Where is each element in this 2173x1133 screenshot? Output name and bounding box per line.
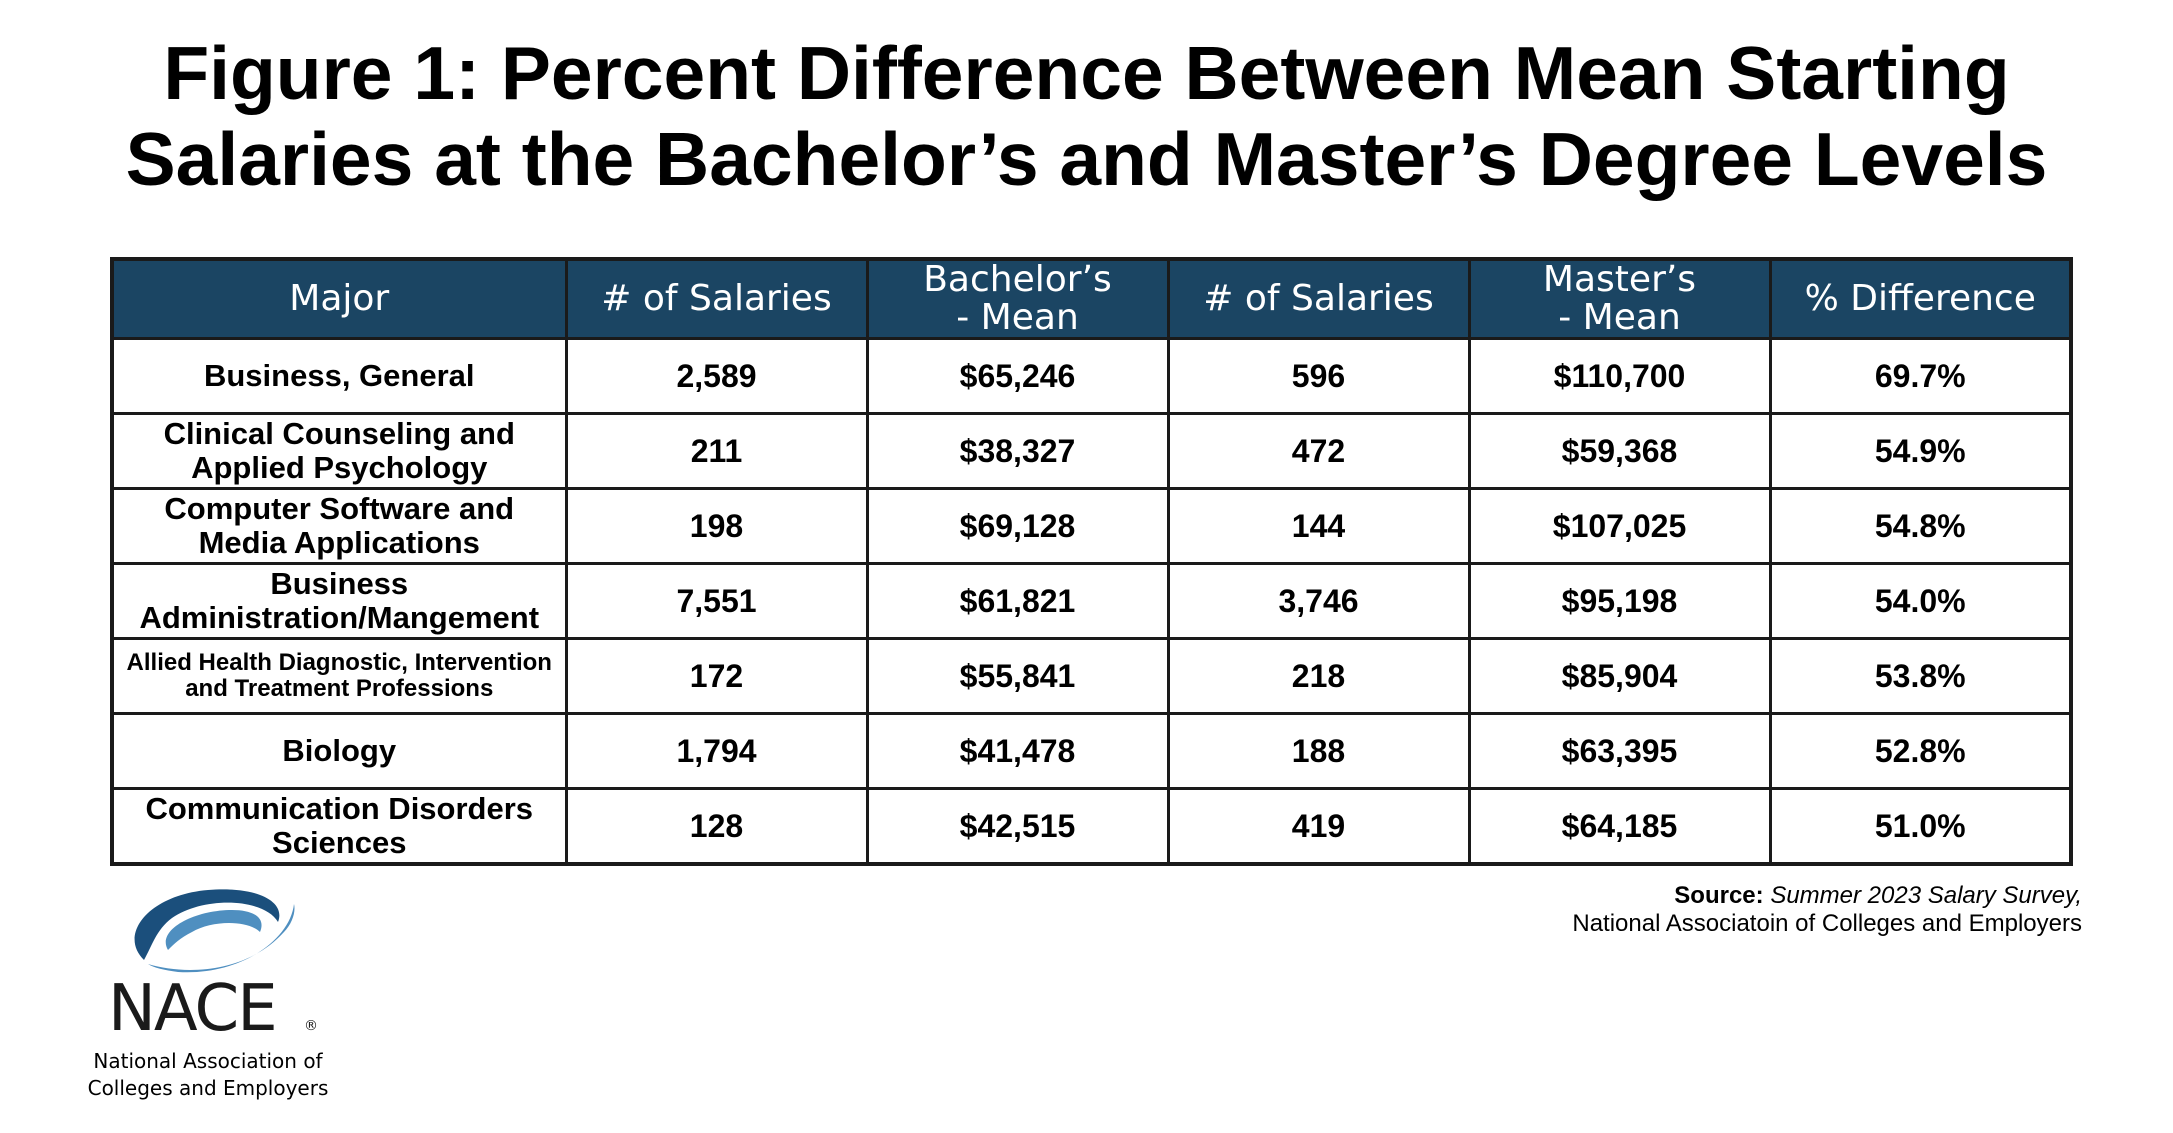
bachelors-count-cell: 172 [566,639,867,714]
logo-wordmark: NACE [108,972,276,1040]
logo-name-line-1: National Association of [93,1049,323,1073]
header-major: Major [112,259,566,339]
logo-swoosh-icon [135,889,295,972]
header-bachelors-mean: Bachelor’s - Mean [867,259,1168,339]
table-row [112,414,2071,489]
source-survey: Summer 2023 Salary Survey, [1770,882,2082,909]
masters-mean-cell: $110,700 [1469,339,1770,414]
table-row [112,639,2071,714]
bachelors-mean-cell: $69,128 [867,489,1168,564]
masters-mean-cell: $64,185 [1469,789,1770,865]
table-row [112,564,2071,639]
table-header-row [112,259,2071,339]
table-body [112,339,2071,865]
bachelors-count-cell: 2,589 [566,339,867,414]
salary-table [110,257,2073,866]
title-line-1: Figure 1: Percent Difference Between Mean Starting [163,31,2010,115]
percent-difference-cell: 54.9% [1770,414,2071,489]
header-masters-count: # of Salaries [1168,259,1469,339]
percent-difference-cell: 52.8% [1770,714,2071,789]
major-cell: Business, General [112,339,566,414]
page-title [0,30,2173,202]
bachelors-mean-cell: $55,841 [867,639,1168,714]
bachelors-mean-cell: $61,821 [867,564,1168,639]
source-org: National Associatoin of Colleges and Employers [1572,910,2082,937]
header-percent-difference: % Difference [1770,259,2071,339]
bachelors-count-cell: 128 [566,789,867,865]
bachelors-mean-cell: $41,478 [867,714,1168,789]
table-row [112,714,2071,789]
bachelors-mean-cell: $42,515 [867,789,1168,865]
percent-difference-cell: 51.0% [1770,789,2071,865]
masters-count-cell: 144 [1168,489,1469,564]
masters-mean-cell: $63,395 [1469,714,1770,789]
bachelors-count-cell: 198 [566,489,867,564]
masters-mean-cell: $59,368 [1469,414,1770,489]
masters-count-cell: 472 [1168,414,1469,489]
bachelors-count-cell: 1,794 [566,714,867,789]
major-cell: Business Administration/Mangement [112,564,566,639]
source-note [1572,882,2082,938]
table-row [112,789,2071,865]
percent-difference-cell: 54.8% [1770,489,2071,564]
logo-org-name [78,1048,338,1102]
logo-registered-mark: ® [304,1018,318,1034]
bachelors-count-cell: 7,551 [566,564,867,639]
percent-difference-cell: 69.7% [1770,339,2071,414]
table-row [112,339,2071,414]
masters-mean-cell: $95,198 [1469,564,1770,639]
masters-count-cell: 419 [1168,789,1469,865]
masters-count-cell: 3,746 [1168,564,1469,639]
major-cell: Communication Disorders Sciences [112,789,566,865]
major-cell: Allied Health Diagnostic, Intervention and Treatment Professions [112,639,566,714]
masters-count-cell: 596 [1168,339,1469,414]
masters-mean-cell: $85,904 [1469,639,1770,714]
title-line-2: Salaries at the Bachelor’s and Master’s Degree Levels [125,117,2048,201]
bachelors-mean-cell: $38,327 [867,414,1168,489]
major-cell: Clinical Counseling and Applied Psychology [112,414,566,489]
masters-count-cell: 188 [1168,714,1469,789]
percent-difference-cell: 54.0% [1770,564,2071,639]
source-line-1 [1572,882,2082,910]
bachelors-mean-cell: $65,246 [867,339,1168,414]
nace-logo [108,880,318,1040]
major-cell: Computer Software and Media Applications [112,489,566,564]
bachelors-count-cell: 211 [566,414,867,489]
major-cell: Biology [112,714,566,789]
source-label: Source: [1674,882,1764,909]
header-masters-mean: Master’s - Mean [1469,259,1770,339]
logo-name-line-2: Colleges and Employers [87,1076,329,1100]
percent-difference-cell: 53.8% [1770,639,2071,714]
table-row [112,489,2071,564]
header-bachelors-count: # of Salaries [566,259,867,339]
masters-count-cell: 218 [1168,639,1469,714]
masters-mean-cell: $107,025 [1469,489,1770,564]
